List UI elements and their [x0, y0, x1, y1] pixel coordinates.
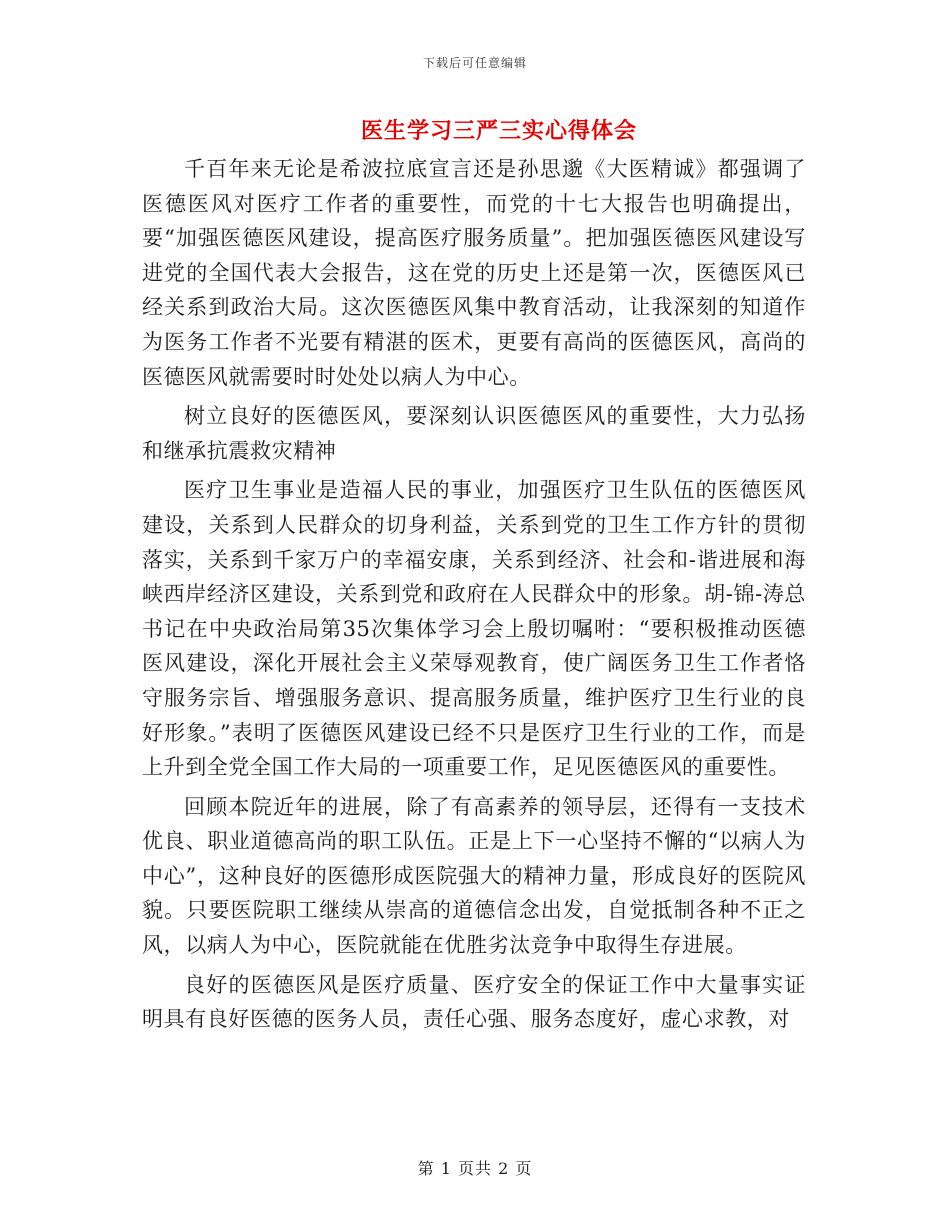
page-header-note: 下载后可任意编辑: [422, 56, 527, 70]
document-body: [142, 152, 806, 1042]
paragraph-5: 良好的医德医风是医疗质量、医疗安全的保证工作中大量事实证明具有良好医德的医务人员，责任心强、服务态度好，虚心求教，对: [142, 972, 806, 1032]
paragraph-1: 千百年来无论是希波拉底宣言还是孙思邈《大医精诚》都强调了医德医风对医疗工作者的重要性，而党的十七大报告也明确提出，要“加强医德医风建设，提高医疗服务质量”。把加强医德医风建设写进党的全国代表大会报告，这在党的历史上还是第一次，医德医风已经关系到政治大局。这次医德医风集中教育活动，让我深刻的知道作为医务工作者不光要有精湛的医术，更要有高尚的医德医风，高尚的医德医风就需要时时处处以病人为中心。: [142, 157, 806, 389]
paragraph-3: 医疗卫生事业是造福人民的事业，加强医疗卫生队伍的医德医风建设，关系到人民群众的切身利益，关系到党的卫生工作方针的贯彻落实，关系到千家万户的幸福安康，关系到经济、社会和-谐进展和海峡西岸经济区建设，关系到党和政府在人民群众中的形象。胡-锦-涛总书记在中央政治局第35次集体学习会上殷切嘱咐：“要积极推动医德医风建设，深化开展社会主义荣辱观教育，使广阔医务卫生工作者恪守服务宗旨、增强服务意识、提高服务质量，维护医疗卫生行业的良好形象。”表明了医德医风建设已经不只是医疗卫生行业的工作，而是上升到全党全国工作大局的一项重要工作，足见医德医风的重要性。: [142, 478, 806, 780]
document-title: 医生学习三严三实心得体会: [360, 118, 637, 144]
paragraph-4: 回顾本院近年的进展，除了有高素养的领导层，还得有一支技术优良、职业道德高尚的职工队伍。正是上下一心坚持不懈的“以病人为中心”，这种良好的医德形成医院强大的精神力量，形成良好的医院风貌。只要医院职工继续从崇高的道德信念出发，自觉抵制各种不正之风，以病人为中心，医院就能在优胜劣汰竞争中取得生存进展。: [142, 794, 806, 958]
paragraph-2: 树立良好的医德医风，要深刻认识医德医风的重要性，大力弘扬和继承抗震救灾精神: [142, 404, 806, 463]
page-number: 第 1 页共 2 页: [417, 1159, 533, 1178]
